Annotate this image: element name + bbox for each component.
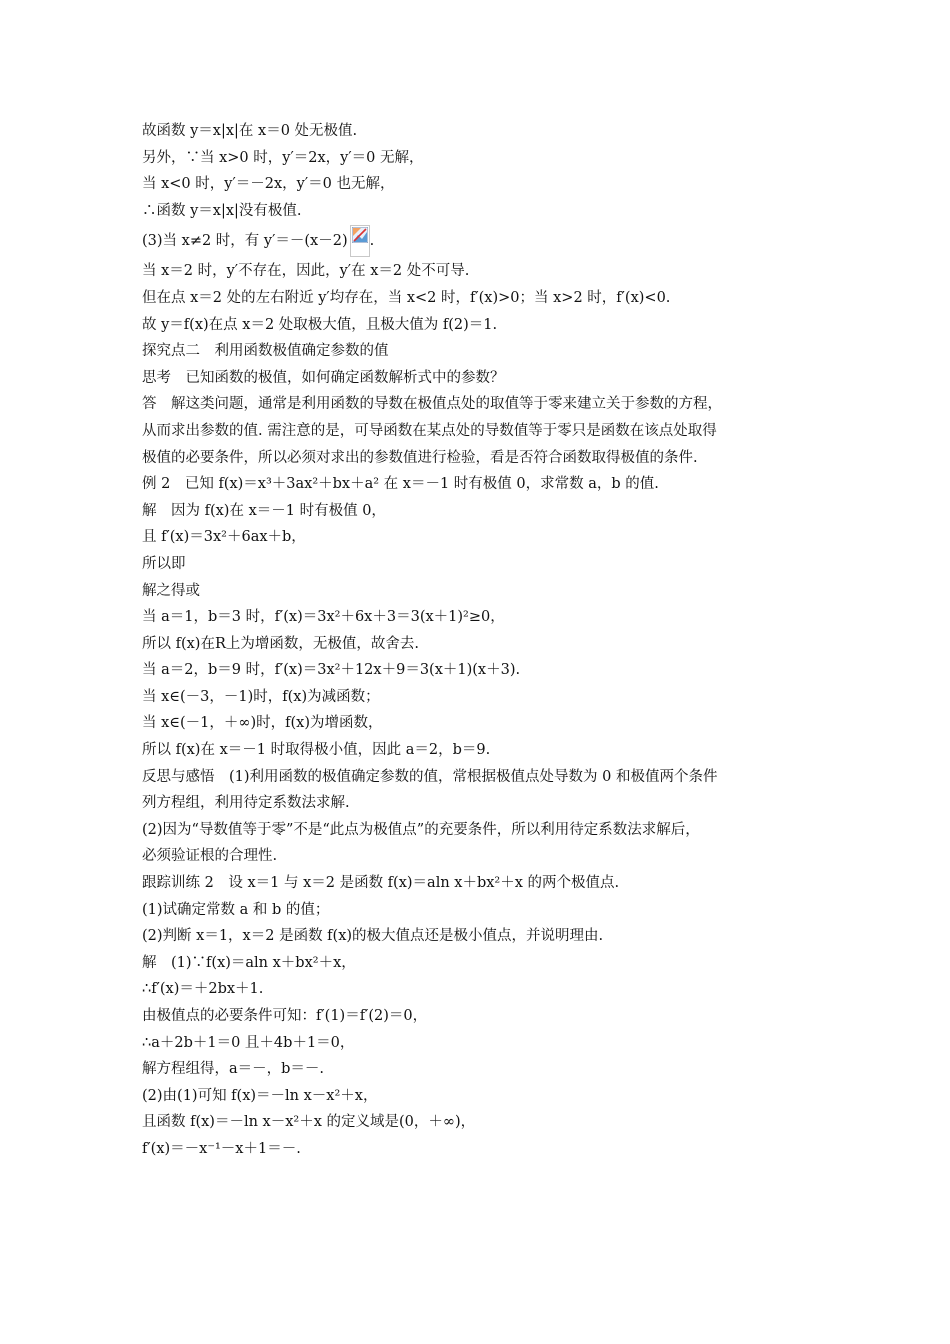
text-line-with-formula-image xyxy=(142,224,832,258)
text-line: 当 x<0 时，y′＝－2x，y′＝0 也无解， xyxy=(142,176,395,193)
text-line: 答 解这类问题，通常是利用函数的导数在极值点处的取值等于零来建立关于参数的方程， xyxy=(142,396,722,413)
text-line: (2)因为“导数值等于零”不是“此点为极值点”的充要条件，所以利用待定系数法求解后， xyxy=(142,821,700,838)
text-line: 列方程组，利用待定系数法求解. xyxy=(142,795,350,812)
text-line: 极值的必要条件，所以必须对求出的参数值进行检验，看是否符合函数取得极值的条件. xyxy=(142,449,698,466)
broken-image-icon xyxy=(352,227,368,243)
text-line: 且函数 f(x)＝－ln x－x²＋x 的定义域是(0，＋∞)， xyxy=(142,1114,476,1131)
section-heading: 探究点二 利用函数极值确定参数的值 xyxy=(142,343,389,360)
text-line: 必须验证根的合理性. xyxy=(142,848,278,865)
text-line: 当 x＝2 时，y′不存在，因此，y′在 x＝2 处不可导. xyxy=(142,263,470,280)
text-line: 跟踪训练 2 设 x＝1 与 x＝2 是函数 f(x)＝aln x＋bx²＋x 的两个极值点. xyxy=(142,875,620,892)
text-line: 当 x∈(－3，－1)时，f(x)为减函数； xyxy=(142,688,380,705)
text-line: 解 因为 f(x)在 x＝－1 时有极值 0， xyxy=(142,502,386,519)
text-line: (2)由(1)可知 f(x)＝－ln x－x²＋x， xyxy=(142,1087,378,1104)
text-line: (1)试确定常数 a 和 b 的值； xyxy=(142,901,330,918)
text-line: 所以即 xyxy=(142,555,186,572)
text-line: ∴函数 y＝x|x|没有极值. xyxy=(142,202,302,219)
text-line: 当 x∈(－1，＋∞)时，f(x)为增函数， xyxy=(142,715,383,732)
text-line: 思考 已知函数的极值，如何确定函数解析式中的参数？ xyxy=(142,369,505,386)
text-line: ∴f′(x)＝＋2bx＋1. xyxy=(142,981,264,998)
text-line: 例 2 已知 f(x)＝x³＋3ax²＋bx＋a² 在 x＝－1 时有极值 0，求常数 a，b 的值. xyxy=(142,476,659,493)
text-line: 故函数 y＝x|x|在 x＝0 处无极值. xyxy=(142,123,358,139)
text-line: 解 (1)∵f(x)＝aln x＋bx²＋x， xyxy=(142,954,356,971)
text-segment: . xyxy=(369,233,375,250)
text-line: f′(x)＝－x⁻¹－x＋1＝－. xyxy=(142,1140,301,1157)
text-line: 所以 f(x)在 x＝－1 时取得极小值，因此 a＝2，b＝9. xyxy=(142,742,491,759)
text-line: 解之得或 xyxy=(142,582,200,599)
text-line: ∴a＋2b＋1＝0 且＋4b＋1＝0， xyxy=(142,1034,355,1051)
text-line: 所以 f(x)在R上为增函数，无极值，故舍去. xyxy=(142,635,419,652)
text-line: 另外，∵当 x>0 时，y′＝2x，y′＝0 无解， xyxy=(142,149,424,166)
document-body xyxy=(142,118,832,1163)
text-segment: (3)当 x≠2 时，有 y′＝－(x－2) xyxy=(142,233,348,250)
text-line: 当 a＝2，b＝9 时，f′(x)＝3x²＋12x＋9＝3(x＋1)(x＋3). xyxy=(142,662,521,679)
text-line: (2)判断 x＝1，x＝2 是函数 f(x)的极大值点还是极小值点，并说明理由. xyxy=(142,928,604,945)
text-line: 故 y＝f(x)在点 x＝2 处取极大值，且极大值为 f(2)＝1. xyxy=(142,316,498,333)
formula-image-icon xyxy=(350,225,370,257)
text-line: 解方程组得，a＝－，b＝－. xyxy=(142,1061,325,1078)
text-line: 从而求出参数的值. 需注意的是，可导函数在某点处的导数值等于零只是函数在该点处取得 xyxy=(142,422,717,439)
text-line: 当 a＝1，b＝3 时，f′(x)＝3x²＋6x＋3＝3(x＋1)²≥0， xyxy=(142,609,505,626)
text-line: 反思与感悟 (1)利用函数的极值确定参数的值，常根据极值点处导数为 0 和极值两个条件 xyxy=(142,768,718,785)
text-line: 由极值点的必要条件可知：f′(1)＝f′(2)＝0， xyxy=(142,1008,428,1024)
text-line: 且 f′(x)＝3x²＋6ax＋b， xyxy=(142,529,306,546)
text-line: 但在点 x＝2 处的左右附近 y′均存在，当 x<2 时，f′(x)>0；当 x>2 时，f′(x)<0. xyxy=(142,289,671,306)
